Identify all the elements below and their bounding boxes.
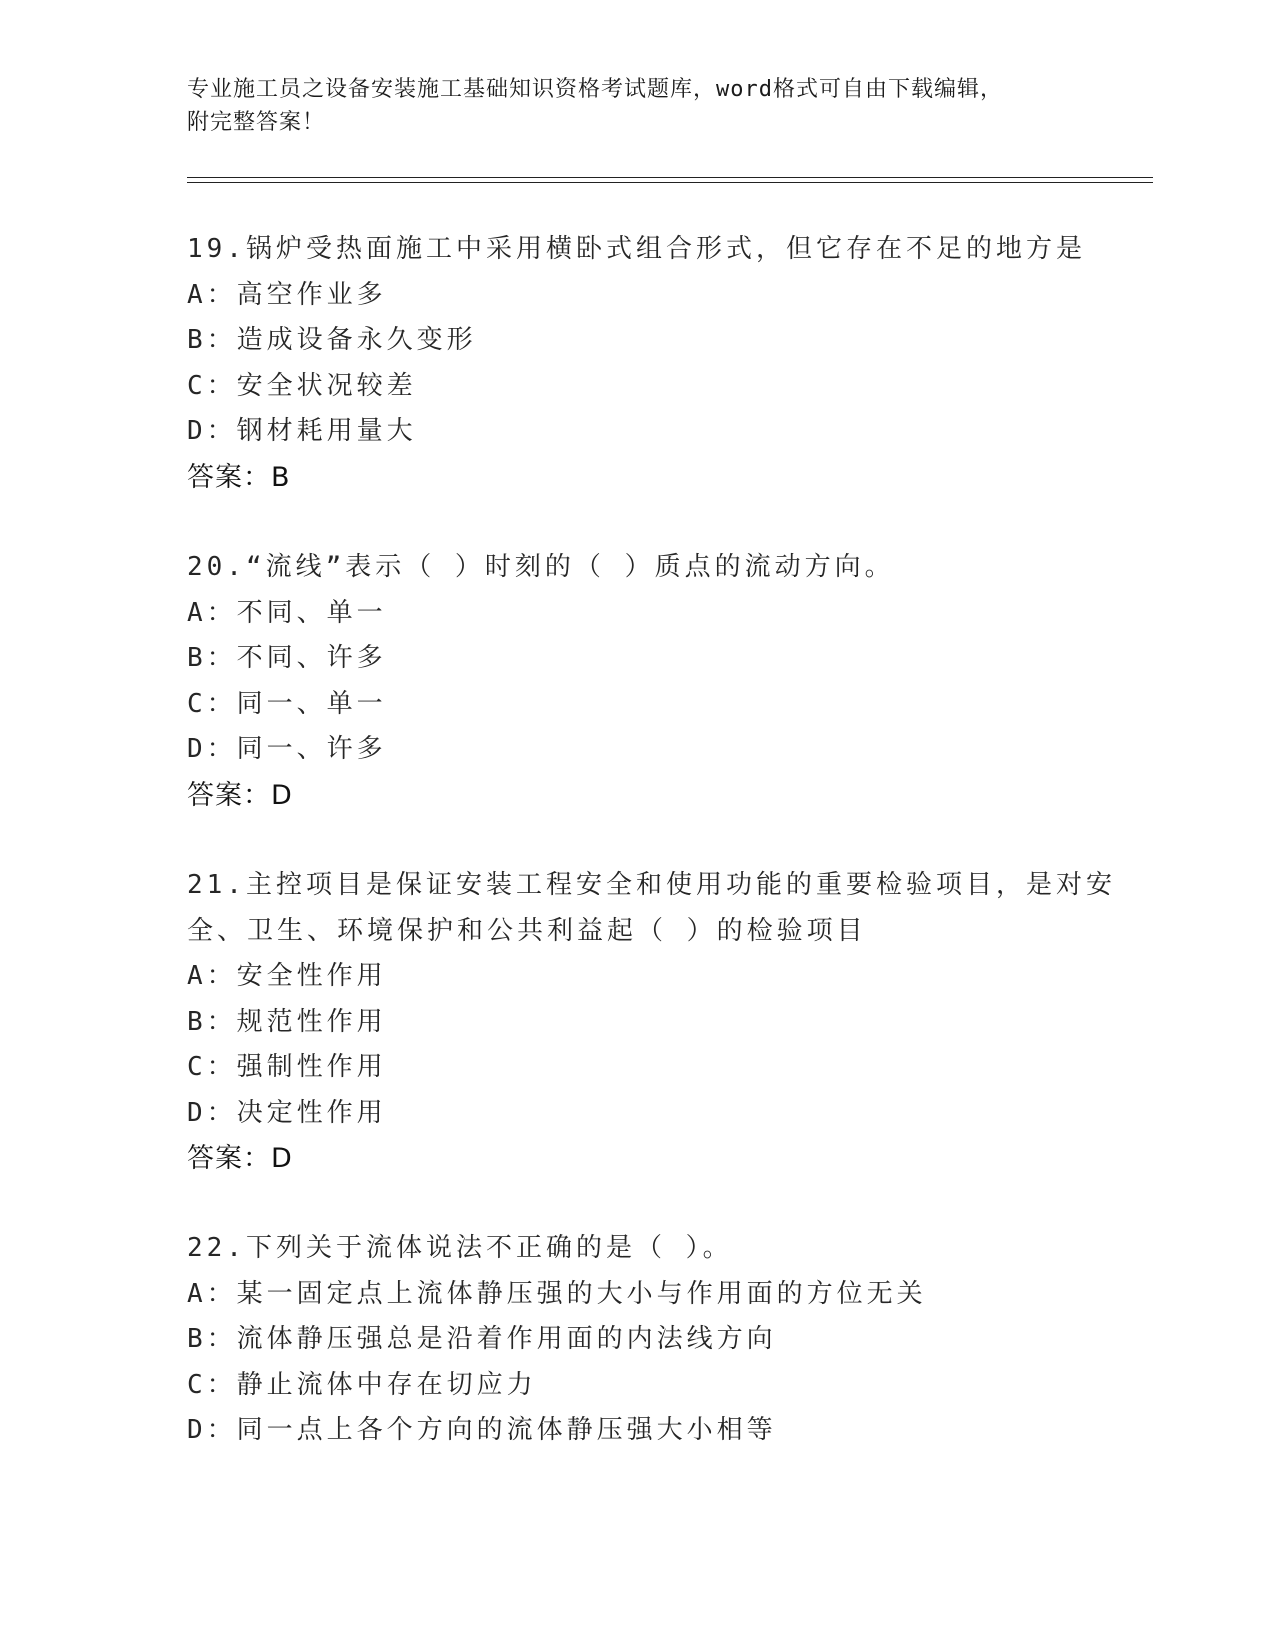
header-line-1: 专业施工员之设备安装施工基础知识资格考试题库，word格式可自由下载编辑， xyxy=(187,77,1003,102)
question-stem: 20.“流线”表示（ ）时刻的（ ）质点的流动方向。 xyxy=(187,552,895,582)
option-c: C：强制性作用 xyxy=(187,1052,387,1082)
question-stem-line-2: 全、卫生、环境保护和公共利益起（ ）的检验项目 xyxy=(187,915,867,946)
answer-line xyxy=(187,773,1087,819)
option-d: D：钢材耗用量大 xyxy=(187,416,417,446)
option-b: B：规范性作用 xyxy=(187,1006,387,1037)
question-stem-line-1: 21.主控项目是保证安装工程安全和使用功能的重要检验项目，是对安 xyxy=(187,870,1116,900)
answer-label: 答案： xyxy=(187,1143,271,1174)
option-a: A：安全性作用 xyxy=(187,961,387,991)
option-d: D：同一、许多 xyxy=(187,734,387,764)
header-divider-top xyxy=(187,177,1153,178)
option-b: B：造成设备永久变形 xyxy=(187,325,477,355)
question-stem: 22.下列关于流体说法不正确的是（ ）。 xyxy=(187,1233,733,1263)
answer-value: D xyxy=(271,779,293,811)
answer-label: 答案： xyxy=(187,779,271,811)
document-header xyxy=(187,73,1087,139)
option-c: C：同一、单一 xyxy=(187,688,387,719)
header-line-2: 附完整答案！ xyxy=(187,110,326,135)
question-stem: 19.锅炉受热面施工中采用横卧式组合形式，但它存在不足的地方是 xyxy=(187,234,1086,264)
option-a: A：高空作业多 xyxy=(187,279,387,310)
question-22 xyxy=(187,1226,1087,1454)
answer-value: B xyxy=(271,461,291,493)
question-20 xyxy=(187,545,1087,818)
answer-value: D xyxy=(271,1143,293,1174)
option-a: A：某一固定点上流体静压强的大小与作用面的方位无关 xyxy=(187,1278,927,1309)
header-divider-bottom xyxy=(187,182,1153,183)
question-19 xyxy=(187,227,1087,500)
answer-label: 答案： xyxy=(187,461,271,493)
answer-line xyxy=(187,455,1087,501)
option-c: C：静止流体中存在切应力 xyxy=(187,1369,537,1400)
option-b: B：流体静压强总是沿着作用面的内法线方向 xyxy=(187,1324,777,1354)
option-d: D：决定性作用 xyxy=(187,1097,387,1128)
option-a: A：不同、单一 xyxy=(187,597,387,628)
answer-line xyxy=(187,1136,1087,1182)
question-21 xyxy=(187,863,1116,1182)
option-c: C：安全状况较差 xyxy=(187,370,417,401)
option-b: B：不同、许多 xyxy=(187,643,387,673)
option-d: D：同一点上各个方向的流体静压强大小相等 xyxy=(187,1415,777,1445)
